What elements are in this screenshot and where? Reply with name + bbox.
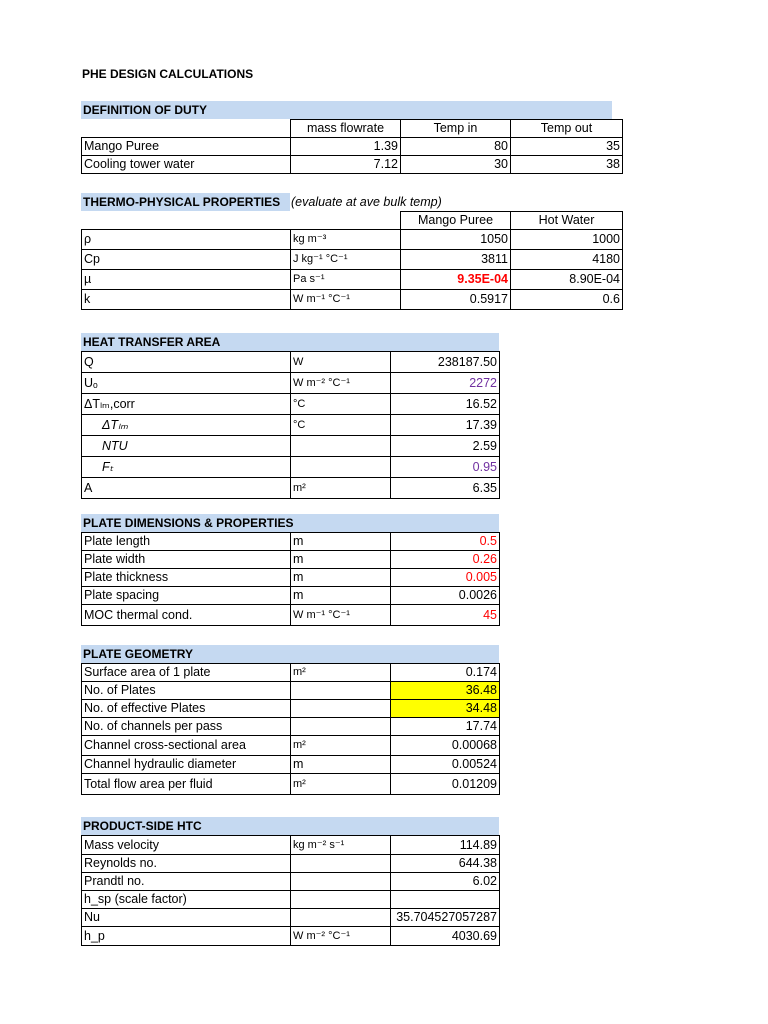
unit-cell[interactable]: m [291, 533, 391, 551]
unit-cell[interactable]: W [291, 352, 391, 373]
table-row [82, 873, 500, 891]
row-label[interactable]: h_sp (scale factor) [82, 891, 291, 909]
unit-cell[interactable]: °C [291, 415, 391, 436]
cell[interactable]: 4180 [511, 250, 623, 270]
row-label[interactable]: Surface area of 1 plate [82, 664, 291, 682]
row-label[interactable]: k [82, 290, 291, 310]
cell[interactable]: 4030.69 [391, 927, 500, 946]
row-label[interactable]: Prandtl no. [82, 873, 291, 891]
section-htc [81, 817, 500, 946]
cell[interactable]: 114.89 [391, 836, 500, 855]
col-header[interactable]: mass flowrate [291, 120, 401, 138]
cell[interactable]: 38 [511, 156, 623, 174]
row-label[interactable]: NTU [82, 436, 291, 457]
table-row [82, 774, 500, 795]
table-row [82, 909, 500, 927]
table-row [82, 736, 500, 756]
row-label[interactable]: A [82, 478, 291, 499]
section-header: THERMO-PHYSICAL PROPERTIES [81, 193, 290, 211]
cell[interactable]: 1050 [401, 230, 511, 250]
table-row [82, 290, 623, 310]
section-header: PLATE GEOMETRY [81, 645, 499, 663]
table-row [82, 415, 500, 436]
section-header: PRODUCT-SIDE HTC [81, 817, 499, 835]
table-row [82, 352, 500, 373]
table-row [82, 569, 500, 587]
cell[interactable]: 0.5917 [401, 290, 511, 310]
cell[interactable]: 238187.50 [391, 352, 500, 373]
row-label[interactable]: Reynolds no. [82, 855, 291, 873]
unit-cell[interactable]: m² [291, 478, 391, 499]
unit-cell[interactable]: W m⁻¹ °C⁻¹ [291, 605, 391, 626]
unit-cell[interactable]: m² [291, 774, 391, 795]
cell[interactable]: 0.5 [391, 533, 500, 551]
cell[interactable]: 644.38 [391, 855, 500, 873]
row-label[interactable]: ΔTₗₘ,corr [82, 394, 291, 415]
cell[interactable]: 7.12 [291, 156, 401, 174]
cell[interactable]: 80 [401, 138, 511, 156]
cell[interactable]: 17.74 [391, 718, 500, 736]
table-row [82, 664, 500, 682]
row-label[interactable]: µ [82, 270, 291, 290]
cell[interactable]: 1000 [511, 230, 623, 250]
unit-cell[interactable] [291, 700, 391, 718]
table-row [82, 394, 500, 415]
cell[interactable] [391, 891, 500, 909]
row-label[interactable]: Channel hydraulic diameter [82, 756, 291, 774]
cell[interactable]: 0.00524 [391, 756, 500, 774]
table-header-row [82, 120, 623, 138]
section-note: (evaluate at ave bulk temp) [291, 195, 442, 209]
thermo-table [81, 211, 623, 310]
unit-cell[interactable]: m² [291, 736, 391, 756]
table-row [82, 700, 500, 718]
unit-cell[interactable]: W m⁻² °C⁻¹ [291, 373, 391, 394]
unit-cell[interactable]: m [291, 756, 391, 774]
unit-cell[interactable]: m [291, 587, 391, 605]
row-label[interactable]: ΔTₗₘ [82, 415, 291, 436]
plate-geo-table [81, 663, 500, 795]
row-label[interactable]: Nu [82, 909, 291, 927]
table-row [82, 250, 623, 270]
row-label[interactable]: Fₜ [82, 457, 291, 478]
hta-table [81, 351, 500, 499]
cell[interactable]: 8.90E-04 [511, 270, 623, 290]
row-label[interactable]: Cooling tower water [82, 156, 291, 174]
unit-cell[interactable] [291, 909, 391, 927]
cell[interactable]: 35 [511, 138, 623, 156]
row-label[interactable]: No. of Plates [82, 682, 291, 700]
table-row [82, 457, 500, 478]
cell[interactable]: 1.39 [291, 138, 401, 156]
unit-cell[interactable]: kg m⁻² s⁻¹ [291, 836, 391, 855]
cell[interactable]: 0.00068 [391, 736, 500, 756]
unit-cell[interactable] [291, 436, 391, 457]
row-label[interactable]: No. of effective Plates [82, 700, 291, 718]
section-thermo [81, 193, 623, 310]
unit-cell[interactable] [291, 682, 391, 700]
row-label[interactable]: Plate width [82, 551, 291, 569]
unit-cell[interactable]: Pa s⁻¹ [291, 270, 401, 290]
section-header-wrap [81, 193, 612, 211]
unit-cell[interactable] [291, 873, 391, 891]
table-row [82, 718, 500, 736]
cell[interactable]: 34.48 [391, 700, 500, 718]
unit-cell[interactable]: m [291, 569, 391, 587]
table-row [82, 891, 500, 909]
cell[interactable]: 35.704527057287 [391, 909, 500, 927]
cell[interactable]: 0.174 [391, 664, 500, 682]
page-title: PHE DESIGN CALCULATIONS [82, 67, 254, 81]
cell[interactable]: 6.02 [391, 873, 500, 891]
cell[interactable]: 0.01209 [391, 774, 500, 795]
unit-cell[interactable]: W m⁻² °C⁻¹ [291, 927, 391, 946]
cell[interactable]: 3811 [401, 250, 511, 270]
table-row [82, 551, 500, 569]
section-hta [81, 333, 500, 499]
section-header: HEAT TRANSFER AREA [81, 333, 499, 351]
table-row [82, 855, 500, 873]
table-row [82, 605, 500, 626]
row-label[interactable]: Plate length [82, 533, 291, 551]
section-header: PLATE DIMENSIONS & PROPERTIES [81, 514, 499, 532]
table-row [82, 230, 623, 250]
cell[interactable]: 2272 [391, 373, 500, 394]
cell[interactable]: 30 [401, 156, 511, 174]
table-row [82, 373, 500, 394]
unit-cell[interactable]: °C [291, 394, 391, 415]
table-row [82, 587, 500, 605]
row-label[interactable]: Uₒ [82, 373, 291, 394]
cell[interactable]: 45 [391, 605, 500, 626]
cell[interactable]: 36.48 [391, 682, 500, 700]
cell[interactable]: 0.005 [391, 569, 500, 587]
table-row [82, 927, 500, 946]
unit-cell[interactable]: kg m⁻³ [291, 230, 401, 250]
table-row [82, 478, 500, 499]
unit-cell[interactable] [291, 855, 391, 873]
col-header[interactable]: Temp in [401, 120, 511, 138]
table-row [82, 436, 500, 457]
row-label[interactable]: Channel cross-sectional area [82, 736, 291, 756]
section-plate-dim [81, 514, 500, 626]
row-label[interactable]: Total flow area per fluid [82, 774, 291, 795]
duty-table [81, 119, 623, 174]
section-duty [81, 101, 623, 174]
cell[interactable]: 17.39 [391, 415, 500, 436]
table-row [82, 156, 623, 174]
unit-cell[interactable] [291, 718, 391, 736]
table-header-row [82, 212, 623, 230]
col-header[interactable]: Temp out [511, 120, 623, 138]
table-row [82, 836, 500, 855]
row-label[interactable]: h_p [82, 927, 291, 946]
cell[interactable]: 0.6 [511, 290, 623, 310]
table-row [82, 533, 500, 551]
row-label[interactable]: Q [82, 352, 291, 373]
row-label[interactable]: MOC thermal cond. [82, 605, 291, 626]
row-label[interactable]: Mass velocity [82, 836, 291, 855]
unit-cell[interactable] [291, 457, 391, 478]
table-row [82, 270, 623, 290]
htc-table [81, 835, 500, 946]
table-row [82, 138, 623, 156]
cell[interactable]: 9.35E-04 [401, 270, 511, 290]
section-plate-geo [81, 645, 500, 795]
plate-dim-table [81, 532, 500, 626]
row-label[interactable]: Plate spacing [82, 587, 291, 605]
cell[interactable]: 2.59 [391, 436, 500, 457]
unit-cell[interactable]: m² [291, 664, 391, 682]
unit-cell[interactable]: J kg⁻¹ °C⁻¹ [291, 250, 401, 270]
row-label[interactable]: Mango Puree [82, 138, 291, 156]
cell[interactable]: 0.95 [391, 457, 500, 478]
cell[interactable]: 6.35 [391, 478, 500, 499]
cell[interactable]: 0.26 [391, 551, 500, 569]
cell[interactable]: 16.52 [391, 394, 500, 415]
unit-cell[interactable] [291, 891, 391, 909]
col-header[interactable]: Mango Puree [401, 212, 511, 230]
row-label[interactable]: Cp [82, 250, 291, 270]
row-label[interactable]: ρ [82, 230, 291, 250]
unit-cell[interactable]: m [291, 551, 391, 569]
unit-cell[interactable]: W m⁻¹ °C⁻¹ [291, 290, 401, 310]
col-header[interactable]: Hot Water [511, 212, 623, 230]
cell[interactable]: 0.0026 [391, 587, 500, 605]
table-row [82, 682, 500, 700]
table-row [82, 756, 500, 774]
row-label[interactable]: Plate thickness [82, 569, 291, 587]
row-label[interactable]: No. of channels per pass [82, 718, 291, 736]
section-header: DEFINITION OF DUTY [81, 101, 612, 119]
